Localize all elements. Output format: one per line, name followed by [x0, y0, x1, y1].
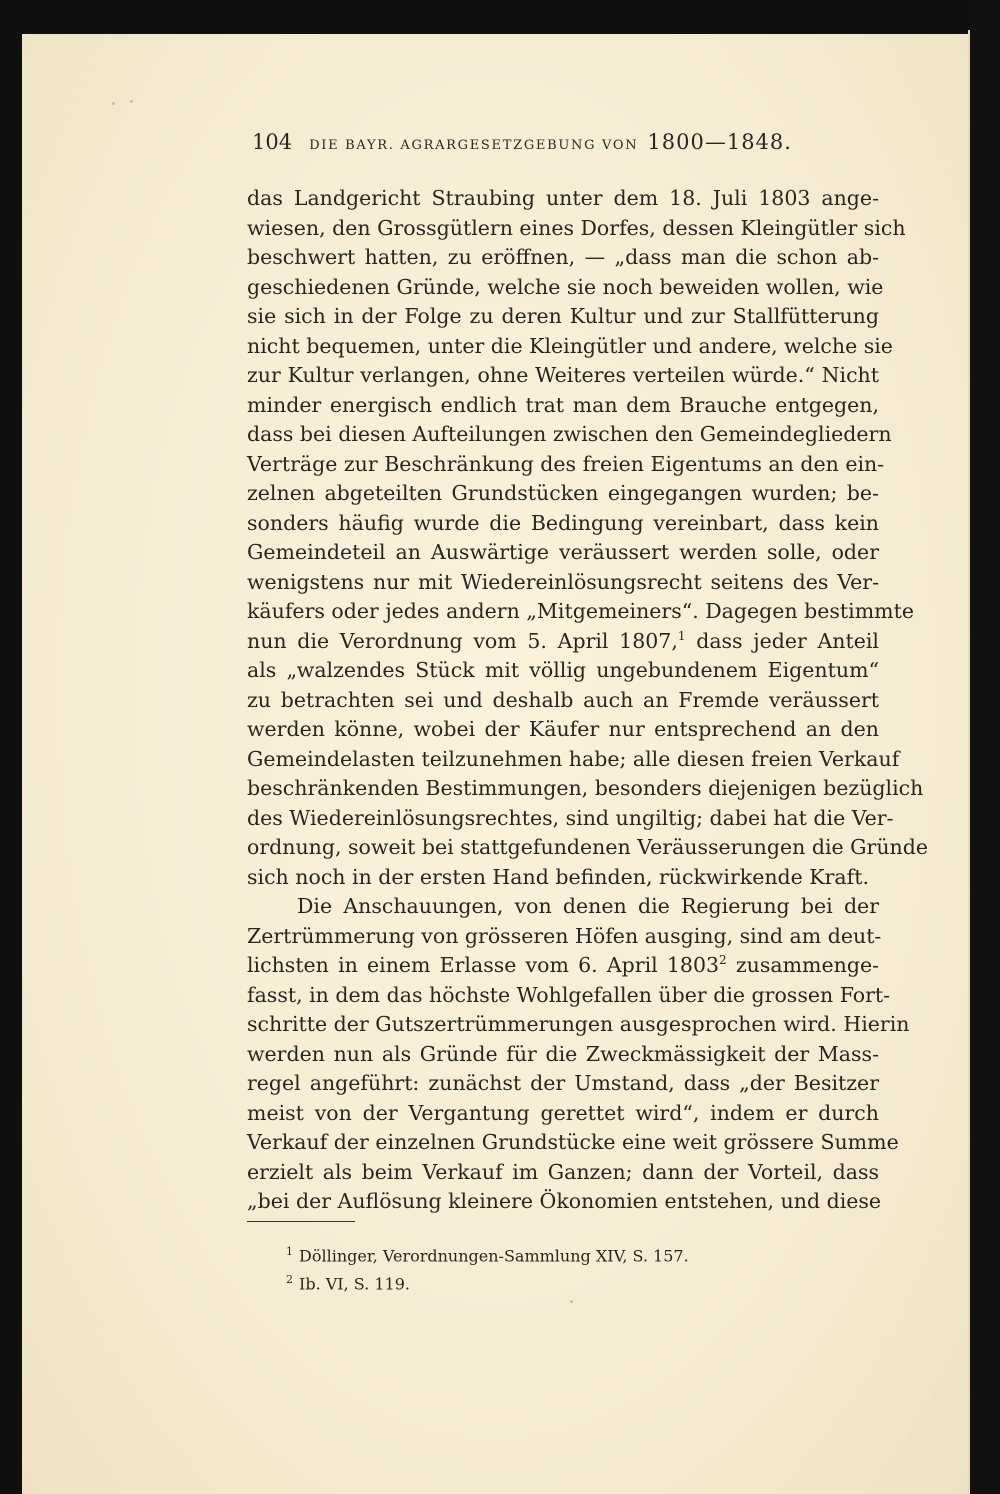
- body-line-text: nun die Verordnung vom 5. April 1807,: [247, 628, 678, 653]
- body-line: [247, 391, 879, 421]
- body-line: [247, 243, 879, 273]
- footnote-text: Döllinger, Verordnungen-Sammlung XIV, S. 157.: [299, 1246, 689, 1266]
- paper-speck: [130, 100, 133, 103]
- running-head-title: DIE BAYR. AGRARGESETZGEBUNG VON: [309, 138, 639, 153]
- body-line: [247, 1099, 879, 1129]
- body-line: [247, 922, 882, 952]
- body-line-text: fasst, in dem das höchste Wohlgefallen über die grossen Fort-: [247, 982, 891, 1007]
- body-line-text: das Landgericht Straubing unter dem 18. Juli 1803 ange-: [247, 186, 879, 210]
- body-line-text: zur Kultur verlangen, ohne Weiteres verteilen würde.“ Nicht: [247, 363, 879, 387]
- body-line: [247, 774, 924, 804]
- body-line: [247, 568, 879, 598]
- body-line-text: werden nun als Gründe für die Zweckmässigkeit der Mass-: [247, 1041, 879, 1066]
- body-line-text: Zertrümmerung von grösseren Höfen ausging, sind am deut-: [247, 923, 882, 948]
- body-line-text: schritte der Gutszertrümmerungen ausgesprochen wird. Hierin: [247, 1012, 910, 1036]
- body-line: [247, 833, 929, 863]
- body-line: [247, 509, 879, 539]
- footnote-reference: 2: [719, 953, 727, 968]
- body-line: [247, 361, 879, 391]
- scanner-right-border: [970, 0, 1000, 1494]
- body-line-text: Verträge zur Beschränkung des freien Eigentums an den ein-: [247, 451, 885, 476]
- body-line: [247, 1128, 899, 1158]
- body-line-text: wenigstens nur mit Wiedereinlösungsrecht seitens des Ver-: [247, 569, 879, 594]
- body-line: [247, 656, 879, 686]
- body-line-text: erzielt als beim Verkauf im Ganzen; dann der Vorteil, dass: [247, 1159, 879, 1184]
- body-line: [247, 715, 879, 745]
- page-number: 104: [252, 130, 293, 154]
- body-line-text: ordnung, soweit bei stattgefundenen Veräusserungen die Gründe: [247, 835, 929, 859]
- footnote-number: 1: [286, 1245, 293, 1258]
- scanner-top-border: [0, 0, 1000, 34]
- body-line-text: minder energisch endlich trat man dem Brauche entgegen,: [247, 392, 879, 417]
- body-line: [247, 951, 879, 981]
- running-head: [252, 130, 836, 154]
- body-text: [247, 184, 929, 1217]
- body-line: [247, 302, 879, 332]
- body-line-text: „bei der Auflösung kleinere Ökonomien entstehen, und diese: [247, 1189, 882, 1213]
- footnote-rule: [247, 1221, 355, 1222]
- body-line-text: lichsten in einem Erlasse vom 6. April 1803: [247, 953, 720, 977]
- body-line: [247, 804, 894, 834]
- body-line-text: dass bei diesen Aufteilungen zwischen den Gemeindegliedern: [247, 422, 892, 446]
- body-line-text: regel angeführt: zunächst der Umstand, dass „der Besitzer: [247, 1071, 879, 1095]
- body-line-text: werden könne, wobei der Käufer nur entsprechend an den: [247, 717, 879, 741]
- body-line-text: nicht bequemen, unter die Kleingütler und andere, welche sie: [247, 333, 893, 358]
- body-line-text: Die Anschauungen, von denen die Regierung bei der: [297, 894, 879, 918]
- body-line: [247, 745, 900, 775]
- body-line: [247, 686, 879, 716]
- body-line-text: sich noch in der ersten Hand befinden, rückwirkende Kraft.: [247, 864, 869, 889]
- footnote: [286, 1268, 806, 1296]
- footnotes: [286, 1240, 806, 1297]
- footnote-number: 2: [286, 1273, 293, 1287]
- running-head-years: 1800—1848.: [647, 130, 792, 154]
- body-line: [247, 273, 884, 303]
- body-line-text: beschränkenden Bestimmungen, besonders diejenigen bezüglich: [247, 776, 924, 800]
- body-line: [247, 420, 892, 450]
- body-line: [247, 1010, 910, 1040]
- body-line-text: Gemeindeteil an Auswärtige veräussert werden solle, oder: [247, 540, 879, 564]
- body-line: [247, 450, 885, 480]
- body-line-text: zelnen abgeteilten Grundstücken eingegangen wurden; be-: [247, 481, 879, 505]
- body-line-text: käufers oder jedes andern „Mitgemeiners“. Dagegen bestimmte: [247, 599, 914, 623]
- body-line-text: Gemeindelasten teilzunehmen habe; alle diesen freien Verkauf: [247, 746, 900, 771]
- footnote-reference: 1: [677, 628, 686, 643]
- footnote: [286, 1240, 806, 1268]
- body-line: [247, 1158, 879, 1188]
- body-line: [247, 332, 893, 362]
- body-line: [247, 1187, 882, 1217]
- body-line-text: wiesen, den Grossgütlern eines Dorfes, dessen Kleingütler sich: [247, 215, 906, 240]
- body-line-text: beschwert hatten, zu eröffnen, — „dass man die schon ab-: [247, 245, 879, 269]
- body-line: [247, 597, 914, 627]
- body-line-text: zu betrachten sei und deshalb auch an Fremde veräussert: [247, 687, 879, 712]
- body-line: [247, 863, 879, 893]
- scanner-left-border: [0, 0, 22, 1494]
- body-line-text: geschiedenen Gründe, welche sie noch beweiden wollen, wie: [247, 274, 884, 299]
- body-line: [247, 1040, 879, 1070]
- body-line-text: sie sich in der Folge zu deren Kultur und zur Stallfütterung: [247, 304, 879, 328]
- body-line-text: Verkauf der einzelnen Grundstücke eine weit grössere Summe: [247, 1130, 899, 1154]
- body-line: [247, 184, 879, 214]
- body-line: [247, 1069, 879, 1099]
- body-line: [247, 214, 906, 244]
- body-line: [247, 479, 879, 509]
- body-line-text: als „walzendes Stück mit völlig ungebundenem Eigentum“: [247, 658, 879, 682]
- body-line: [247, 981, 891, 1011]
- body-line-text-continued: dass jeder Anteil: [685, 628, 879, 653]
- body-line: [247, 538, 879, 568]
- footnote-text: Ib. VI, S. 119.: [299, 1274, 410, 1294]
- body-line: [247, 892, 879, 922]
- body-line-text: des Wiedereinlösungsrechtes, sind ungiltig; dabei hat die Ver-: [247, 805, 894, 830]
- body-line-text: meist von der Vergantung gerettet wird“, indem er durch: [247, 1100, 879, 1125]
- paper-speck: [570, 1300, 573, 1303]
- paper-speck: [112, 102, 115, 105]
- body-line-text: sonders häufig wurde die Bedingung vereinbart, dass kein: [247, 510, 879, 535]
- body-line: [247, 627, 879, 657]
- body-line-text-continued: zusammenge-: [726, 953, 880, 977]
